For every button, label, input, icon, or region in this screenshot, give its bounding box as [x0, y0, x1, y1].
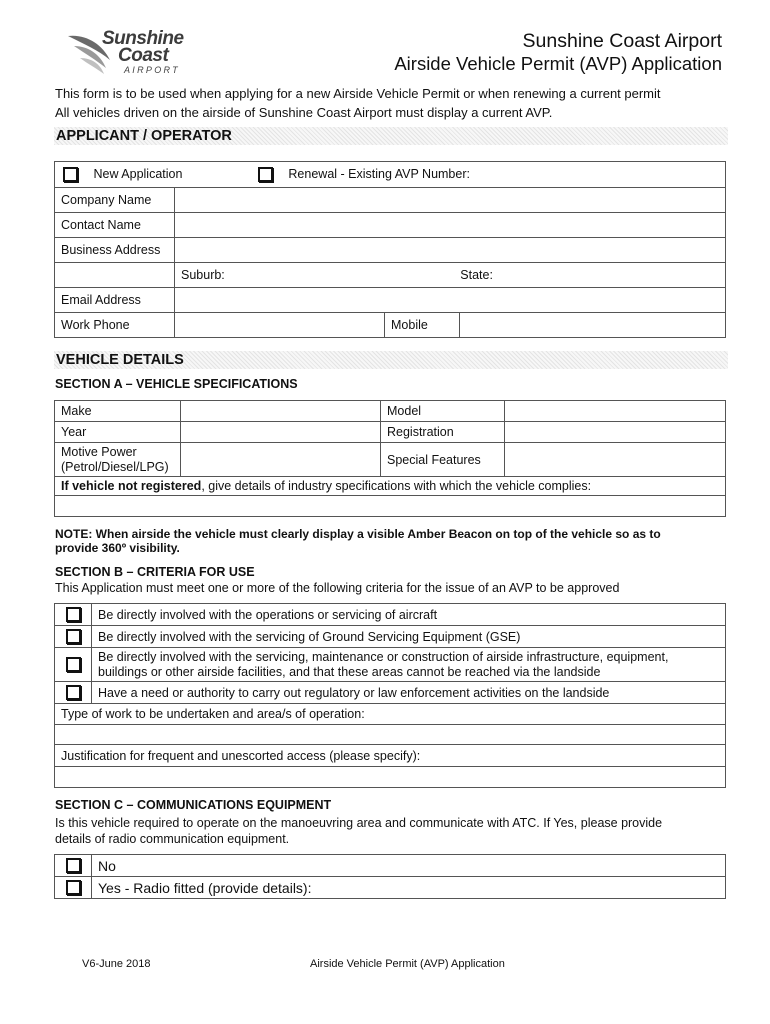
radio-yes-label: Yes - Radio fitted (provide details): [92, 877, 726, 899]
section-c-heading: SECTION C – COMMUNICATIONS EQUIPMENT [55, 798, 332, 812]
logo-text-coast: Coast [118, 45, 169, 66]
special-features-label: Special Features [381, 443, 505, 477]
criteria-3-cell [55, 648, 92, 682]
criteria-2-checkbox[interactable] [66, 629, 81, 644]
page-title: Sunshine Coast Airport [522, 30, 722, 52]
radio-table [54, 854, 726, 899]
section-c-intro-line-1: Is this vehicle required to operate on the manoeuvring area and communicate with ATC. If Yes, please provide [55, 816, 663, 830]
company-name-field[interactable] [175, 188, 726, 213]
motive-power-line-1: Motive Power [61, 444, 137, 459]
registration-label: Registration [381, 422, 505, 443]
beacon-note [55, 527, 745, 555]
business-address-label: Business Address [55, 238, 175, 263]
work-phone-label: Work Phone [55, 313, 175, 338]
criteria-3-line-2: buildings or other airside facilities, and that these areas cannot be reached via the landside [98, 664, 601, 679]
email-address-field[interactable] [175, 288, 726, 313]
mobile-field[interactable] [460, 313, 726, 338]
mobile-label: Mobile [385, 313, 460, 338]
motive-power-label [55, 443, 181, 477]
radio-no-cell [55, 855, 92, 877]
new-application-label: New Application [93, 166, 183, 181]
radio-no-label: No [92, 855, 726, 877]
applicant-table [54, 161, 726, 338]
not-registered-label [55, 477, 726, 496]
motive-power-field[interactable] [181, 443, 381, 477]
type-of-work-field[interactable] [55, 725, 726, 745]
radio-yes-checkbox[interactable] [66, 880, 81, 895]
model-field[interactable] [505, 401, 726, 422]
company-name-label: Company Name [55, 188, 175, 213]
intro-line-1: This form is to be used when applying for a new Airside Vehicle Permit or when renewing a current permit [55, 86, 661, 101]
criteria-1-label: Be directly involved with the operations or servicing of aircraft [92, 604, 726, 626]
contact-name-field[interactable] [175, 213, 726, 238]
criteria-3-line-1: Be directly involved with the servicing, maintenance or construction of airside infrastructure, equipment, [98, 649, 669, 664]
make-label: Make [55, 401, 181, 422]
criteria-1-checkbox[interactable] [66, 607, 81, 622]
criteria-3-checkbox[interactable] [66, 657, 81, 672]
renewal-checkbox[interactable] [258, 167, 273, 182]
motive-power-line-2: (Petrol/Diesel/LPG) [61, 459, 169, 474]
radio-yes-cell [55, 877, 92, 899]
section-c-intro-line-2: details of radio communication equipment. [55, 832, 290, 846]
section-b-heading: SECTION B – CRITERIA FOR USE [55, 565, 255, 579]
registration-field[interactable] [505, 422, 726, 443]
logo-text-sunshine: Sunshine [102, 28, 184, 49]
business-address-field[interactable] [175, 238, 726, 263]
criteria-2-cell [55, 626, 92, 648]
not-registered-rest: , give details of industry specifications with which the vehicle complies: [201, 479, 592, 493]
application-type-row [55, 162, 726, 188]
special-features-field[interactable] [505, 443, 726, 477]
note-line-1: NOTE: When airside the vehicle must clearly display a visible Amber Beacon on top of the vehicle so as to [55, 527, 661, 541]
vehicle-spec-table [54, 400, 726, 517]
criteria-4-label: Have a need or authority to carry out regulatory or law enforcement activities on the landside [92, 682, 726, 704]
suburb-state-field[interactable] [175, 263, 726, 288]
note-line-2: provide 360º visibility. [55, 541, 180, 555]
type-of-work-label: Type of work to be undertaken and area/s of operation: [55, 704, 726, 725]
criteria-4-cell [55, 682, 92, 704]
email-address-label: Email Address [55, 288, 175, 313]
suburb-label: Suburb: [181, 268, 225, 282]
page-subtitle: Airside Vehicle Permit (AVP) Application [394, 53, 722, 74]
state-label: State: [460, 268, 493, 282]
intro-line-2: All vehicles driven on the airside of Sunshine Coast Airport must display a current AVP. [55, 105, 553, 120]
intro-text [55, 84, 745, 122]
renewal-label: Renewal - Existing AVP Number: [288, 166, 470, 181]
airport-logo [66, 28, 196, 78]
new-application-checkbox[interactable] [63, 167, 78, 182]
work-phone-field[interactable] [175, 313, 385, 338]
section-a-heading: SECTION A – VEHICLE SPECIFICATIONS [55, 377, 298, 391]
justification-label: Justification for frequent and unescorted access (please specify): [55, 745, 726, 767]
year-field[interactable] [181, 422, 381, 443]
make-field[interactable] [181, 401, 381, 422]
section-c-intro [55, 815, 662, 847]
year-label: Year [55, 422, 181, 443]
radio-no-checkbox[interactable] [66, 858, 81, 873]
criteria-2-label: Be directly involved with the servicing of Ground Servicing Equipment (GSE) [92, 626, 726, 648]
criteria-table [54, 603, 726, 788]
contact-name-label: Contact Name [55, 213, 175, 238]
footer-version: V6-June 2018 [82, 958, 151, 970]
footer-doc-name: Airside Vehicle Permit (AVP) Application [310, 958, 505, 970]
vehicle-section-heading: VEHICLE DETAILS [54, 351, 728, 369]
model-label: Model [381, 401, 505, 422]
justification-field[interactable] [55, 767, 726, 788]
applicant-section-heading: APPLICANT / OPERATOR [54, 127, 728, 145]
criteria-4-checkbox[interactable] [66, 685, 81, 700]
criteria-3-label [92, 648, 726, 682]
criteria-1-cell [55, 604, 92, 626]
not-registered-bold: If vehicle not registered [61, 479, 202, 493]
address-line-2-blank [55, 263, 175, 288]
industry-spec-field[interactable] [55, 496, 726, 517]
logo-text-airport: AIRPORT [124, 65, 180, 75]
section-b-intro: This Application must meet one or more of the following criteria for the issue of an AVP to be approved [55, 581, 620, 595]
